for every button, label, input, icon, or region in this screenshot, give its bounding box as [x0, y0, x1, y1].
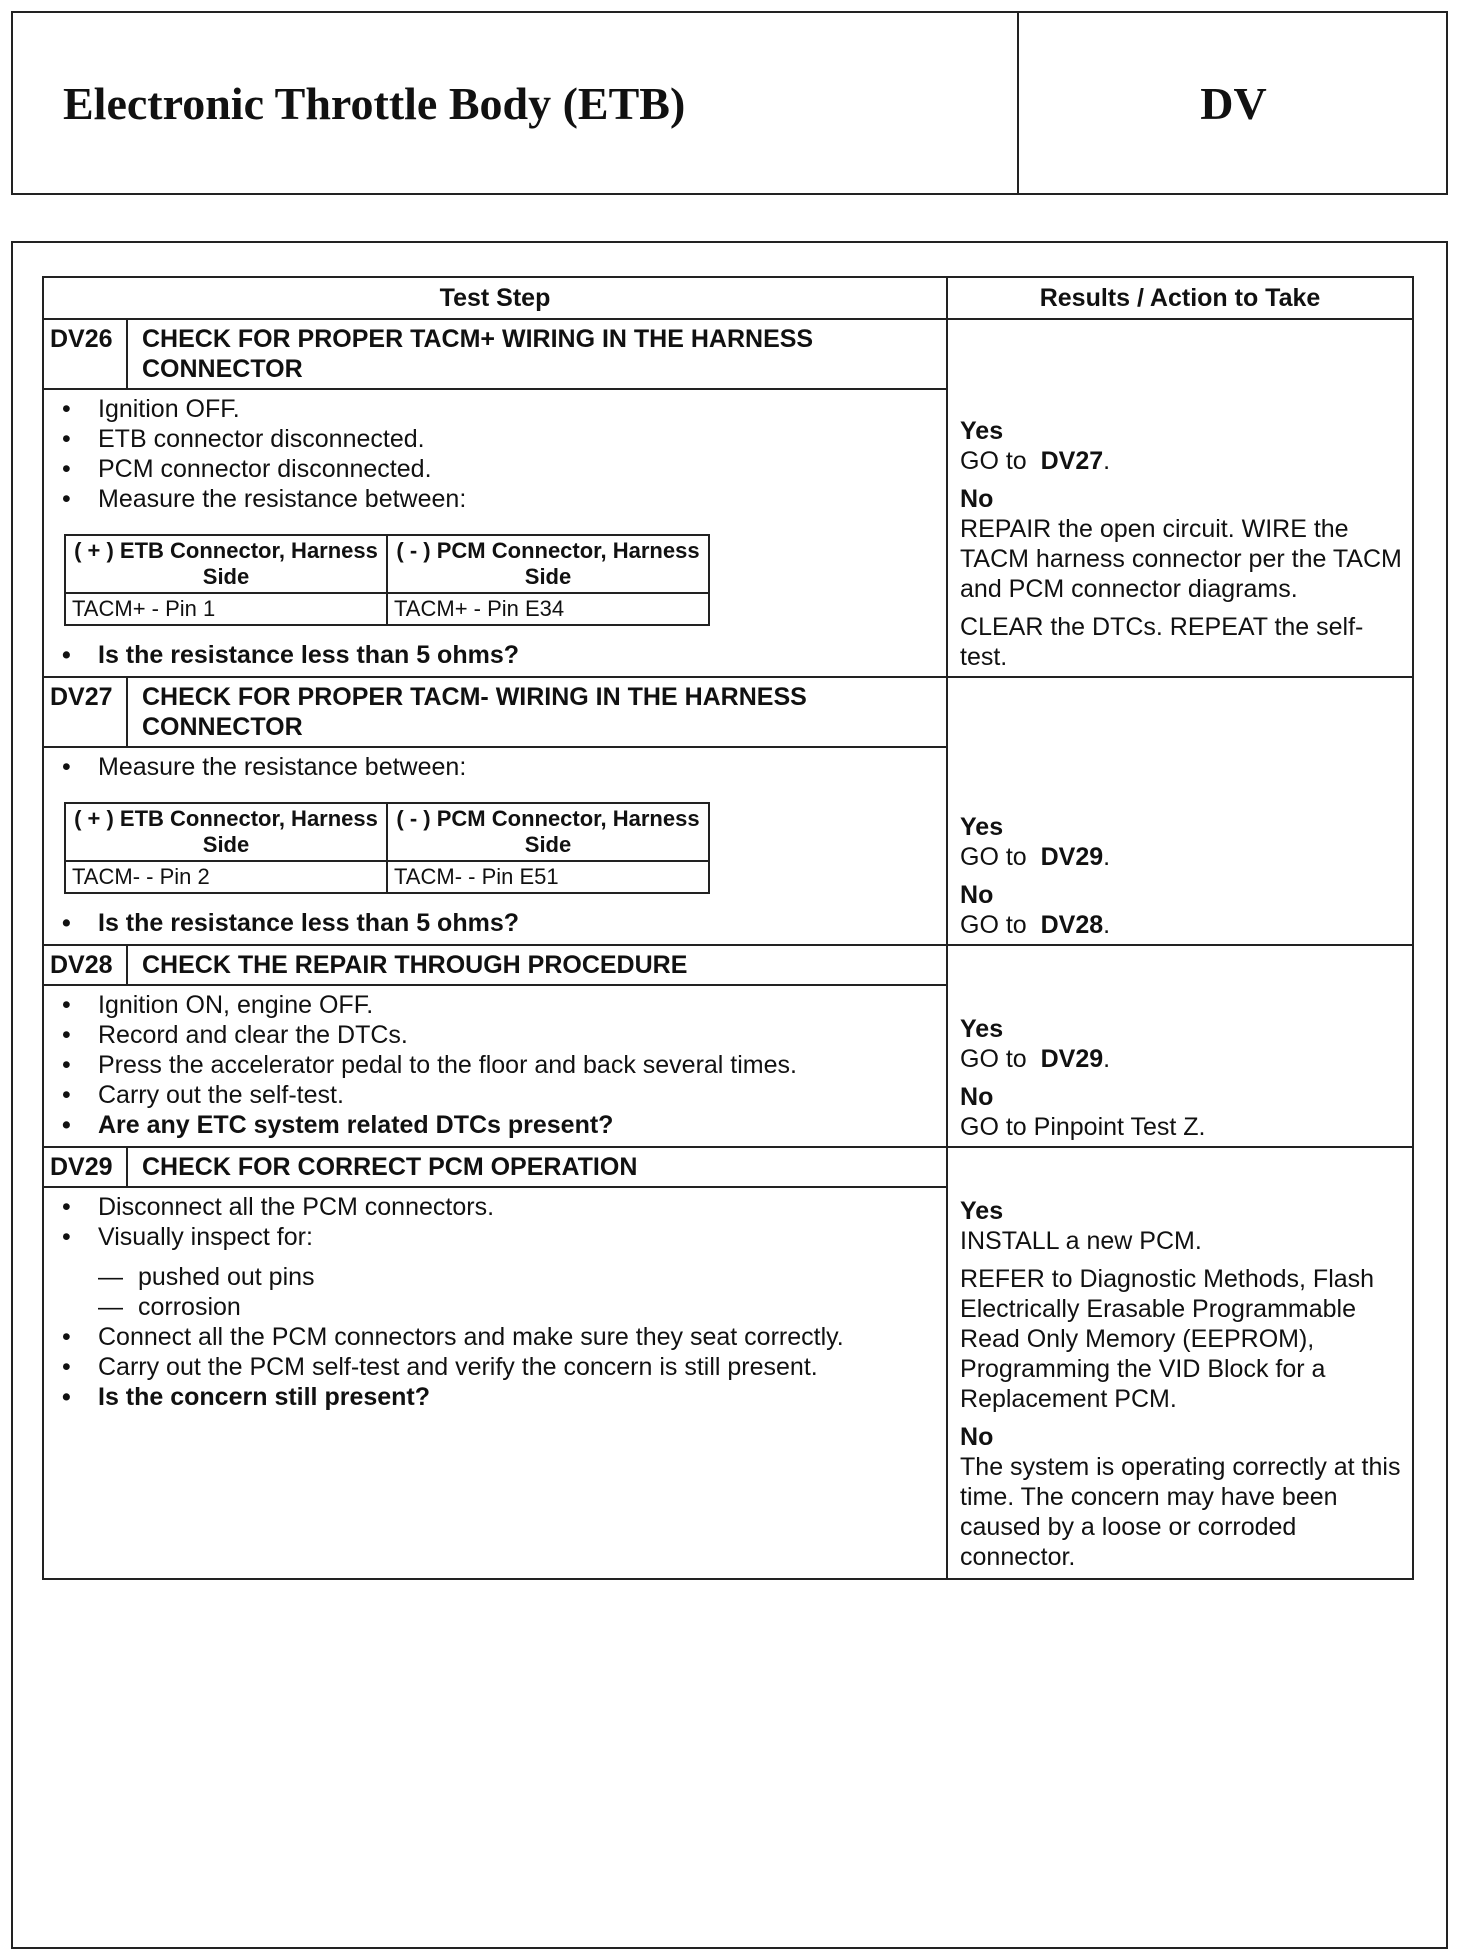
step-title: CHECK THE REPAIR THROUGH PROCEDURE: [127, 945, 947, 985]
step-title: CHECK FOR CORRECT PCM OPERATION: [127, 1147, 947, 1187]
yes-label: Yes: [960, 417, 1004, 445]
no-label: No: [960, 1423, 994, 1451]
question: • Is the resistance less than 5 ohms?: [58, 908, 936, 938]
no-label: No: [960, 1083, 994, 1111]
pin-table-header: ( + ) ETB Connector, Harness Side: [65, 803, 387, 861]
step-id: DV29: [43, 1147, 127, 1187]
yes-label: Yes: [960, 1015, 1004, 1043]
no-label: No: [960, 485, 994, 513]
step-id: DV28: [43, 945, 127, 985]
list-item: • Carry out the PCM self-test and verify the concern is still present.: [58, 1352, 936, 1382]
step-id: DV27: [43, 677, 127, 747]
pin-table-cell: TACM- - Pin E51: [387, 861, 709, 893]
pin-table-cell: TACM+ - Pin 1: [65, 593, 387, 625]
no-action: The system is operating correctly at this time. The concern may have been caused by a loose or corroded connector.: [960, 1453, 1401, 1571]
question: • Are any ETC system related DTCs present?: [58, 1110, 936, 1140]
test-step-table: [42, 276, 1414, 1580]
pin-table: [64, 534, 710, 626]
pin-table: [64, 802, 710, 894]
step-body: [43, 389, 947, 677]
no-action: GO to Pinpoint Test Z.: [960, 1113, 1206, 1141]
list-item: • Record and clear the DTCs.: [58, 1020, 936, 1050]
question: • Is the concern still present?: [58, 1382, 936, 1412]
question: • Is the resistance less than 5 ohms?: [58, 640, 936, 670]
step-row-dv28: [43, 945, 1413, 985]
dash-item: — corrosion: [98, 1292, 936, 1322]
yes-action: INSTALL a new PCM.: [960, 1227, 1202, 1255]
list-item: • ETB connector disconnected.: [58, 424, 936, 454]
step-id: DV26: [43, 319, 127, 389]
step-result: [947, 319, 1413, 677]
yes-action: GO to DV29.: [960, 1045, 1111, 1073]
yes-action-reference: REFER to Diagnostic Methods, Flash Electrically Erasable Programmable Read Only Memory (EEPROM), Programming the VID Block for a Replacement PCM.: [960, 1265, 1375, 1413]
page-title: Electronic Throttle Body (ETB): [63, 78, 686, 129]
step-body: [43, 985, 947, 1147]
yes-action: GO to DV29.: [960, 843, 1111, 871]
header-results: Results / Action to Take: [947, 277, 1413, 319]
step-body: [43, 747, 947, 945]
pin-table-header: ( + ) ETB Connector, Harness Side: [65, 535, 387, 593]
step-result: [947, 677, 1413, 945]
table-header-row: [43, 277, 1413, 319]
list-item: • Disconnect all the PCM connectors.: [58, 1192, 936, 1222]
no-label: No: [960, 881, 994, 909]
step-result: [947, 945, 1413, 1147]
pin-table-header: ( - ) PCM Connector, Harness Side: [387, 535, 709, 593]
pin-table-cell: TACM+ - Pin E34: [387, 593, 709, 625]
step-row-dv26: [43, 319, 1413, 389]
step-body: [43, 1187, 947, 1579]
list-item: • Ignition OFF.: [58, 394, 936, 424]
no-action: GO to DV28.: [960, 911, 1111, 939]
no-action: REPAIR the open circuit. WIRE the TACM harness connector per the TACM and PCM connector diagrams.: [960, 515, 1402, 603]
list-item: • Measure the resistance between:: [58, 484, 936, 514]
step-title: CHECK FOR PROPER TACM- WIRING IN THE HARNESS CONNECTOR: [127, 677, 947, 747]
step-title: CHECK FOR PROPER TACM+ WIRING IN THE HARNESS CONNECTOR: [127, 319, 947, 389]
step-row-dv27: [43, 677, 1413, 747]
list-item: • Measure the resistance between:: [58, 752, 936, 782]
yes-label: Yes: [960, 1197, 1004, 1225]
list-item: • Ignition ON, engine OFF.: [58, 990, 936, 1020]
page-header: [11, 11, 1448, 195]
pin-table-header: ( - ) PCM Connector, Harness Side: [387, 803, 709, 861]
no-action-followup: CLEAR the DTCs. REPEAT the self-test.: [960, 613, 1364, 671]
list-item: • Carry out the self-test.: [58, 1080, 936, 1110]
step-row-dv29: [43, 1147, 1413, 1187]
list-item: • Visually inspect for:: [58, 1222, 936, 1252]
list-item: • Connect all the PCM connectors and make sure they seat correctly.: [58, 1322, 936, 1352]
list-item: • Press the accelerator pedal to the floor and back several times.: [58, 1050, 936, 1080]
step-result: [947, 1147, 1413, 1579]
dash-item: — pushed out pins: [98, 1262, 936, 1292]
yes-action: GO to DV27.: [960, 447, 1111, 475]
list-item: • PCM connector disconnected.: [58, 454, 936, 484]
yes-label: Yes: [960, 813, 1004, 841]
header-test-step: Test Step: [43, 277, 947, 319]
pin-table-cell: TACM- - Pin 2: [65, 861, 387, 893]
section-code: DV: [1200, 78, 1267, 129]
